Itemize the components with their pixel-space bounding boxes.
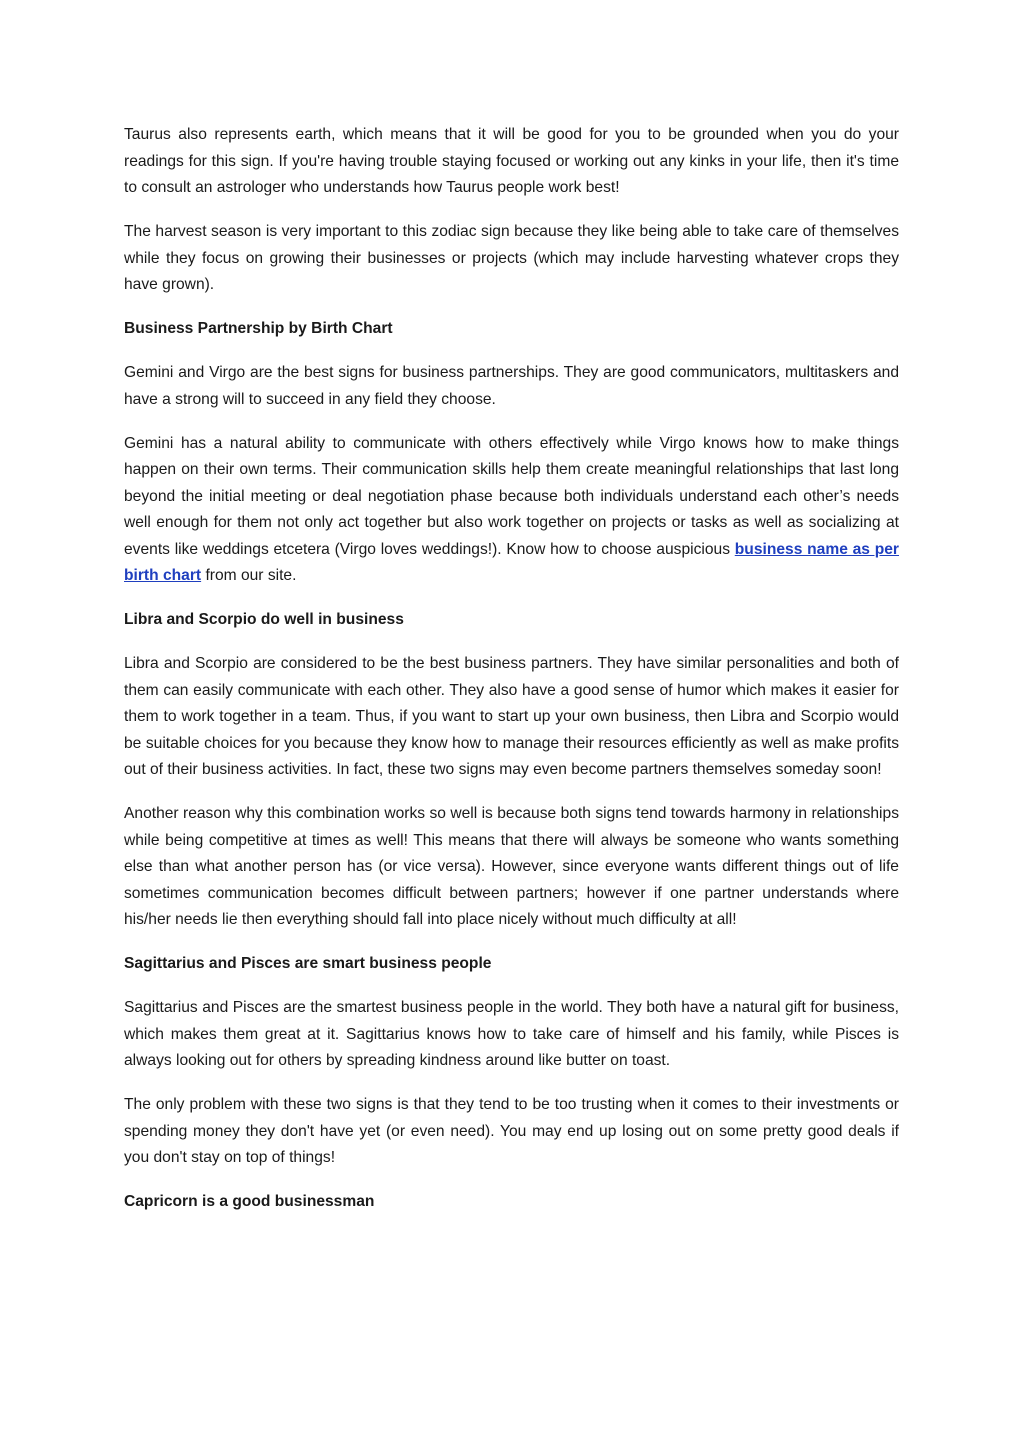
heading-capricorn: Capricorn is a good businessman	[124, 1193, 375, 1210]
heading-business-partnership: Business Partnership by Birth Chart	[124, 320, 393, 337]
paragraph-harvest-season: The harvest season is very important to this zodiac sign because they like being able to take care of themselves while they focus on growing their businesses or projects (which may include harvesting whatever crops they have grown).	[124, 223, 899, 293]
document-page	[124, 122, 899, 1233]
paragraph-trusting-problem: The only problem with these two signs is that they tend to be too trusting when it comes to their investments or spending money they don't have yet (or even need). You may end up losing out on some pretty good deals if you don't stay on top of things!	[124, 1096, 899, 1166]
business-name-link[interactable]: business name as per birth chart	[124, 540, 899, 584]
heading-sagittarius-pisces: Sagittarius and Pisces are smart business people	[124, 955, 492, 972]
paragraph-libra-scorpio-partners: Libra and Scorpio are considered to be the best business partners. They have similar personalities and both of them can easily communicate with each other. They also have a good sense of humor which makes it easier for them to work together in a team. Thus, if you want to start up your own business, then Libra and Scorpio would be suitable choices for you because they know how to manage their resources efficiently as well as make profits out of their business activities. In fact, these two signs may even become partners themselves someday soon!	[124, 655, 899, 778]
paragraph-gemini-communication	[124, 431, 899, 590]
paragraph-sagittarius-pisces-smart: Sagittarius and Pisces are the smartest business people in the world. They both have a natural gift for business, which makes them great at it. Sagittarius knows how to take care of himself and his family, while Pisces is always looking out for others by spreading kindness around like butter on toast.	[124, 999, 899, 1069]
paragraph-text-before-link: Gemini has a natural ability to communicate with others effectively while Virgo knows how to make things happen on their own terms. Their communication skills help them create meaningful relationships that last long beyond the initial meeting or deal negotiation phase because both individuals understand each other’s needs well enough for them not only act together but also work together on projects or tasks as well as socializing at events like weddings etcetera (Virgo loves weddings!). Know how to choose auspicious	[124, 434, 899, 558]
heading-libra-scorpio: Libra and Scorpio do well in business	[124, 611, 404, 628]
paragraph-harmony-reason: Another reason why this combination works so well is because both signs tend towards harmony in relationships while being competitive at times as well! This means that there will always be someone who wants something else than what another person has (or vice versa). However, since everyone wants different things out of life sometimes communication becomes difficult between partners; however if one partner understands where his/her needs lie then everything should fall into place nicely without much difficulty at all!	[124, 805, 899, 928]
paragraph-gemini-virgo: Gemini and Virgo are the best signs for business partnerships. They are good communicators, multitaskers and have a strong will to succeed in any field they choose.	[124, 364, 899, 408]
paragraph-text-after-link: from our site.	[201, 567, 297, 584]
paragraph-taurus-earth: Taurus also represents earth, which means that it will be good for you to be grounded when you do your readings for this sign. If you're having trouble staying focused or working out any kinks in your life, then it's time to consult an astrologer who understands how Taurus people work best!	[124, 126, 899, 196]
